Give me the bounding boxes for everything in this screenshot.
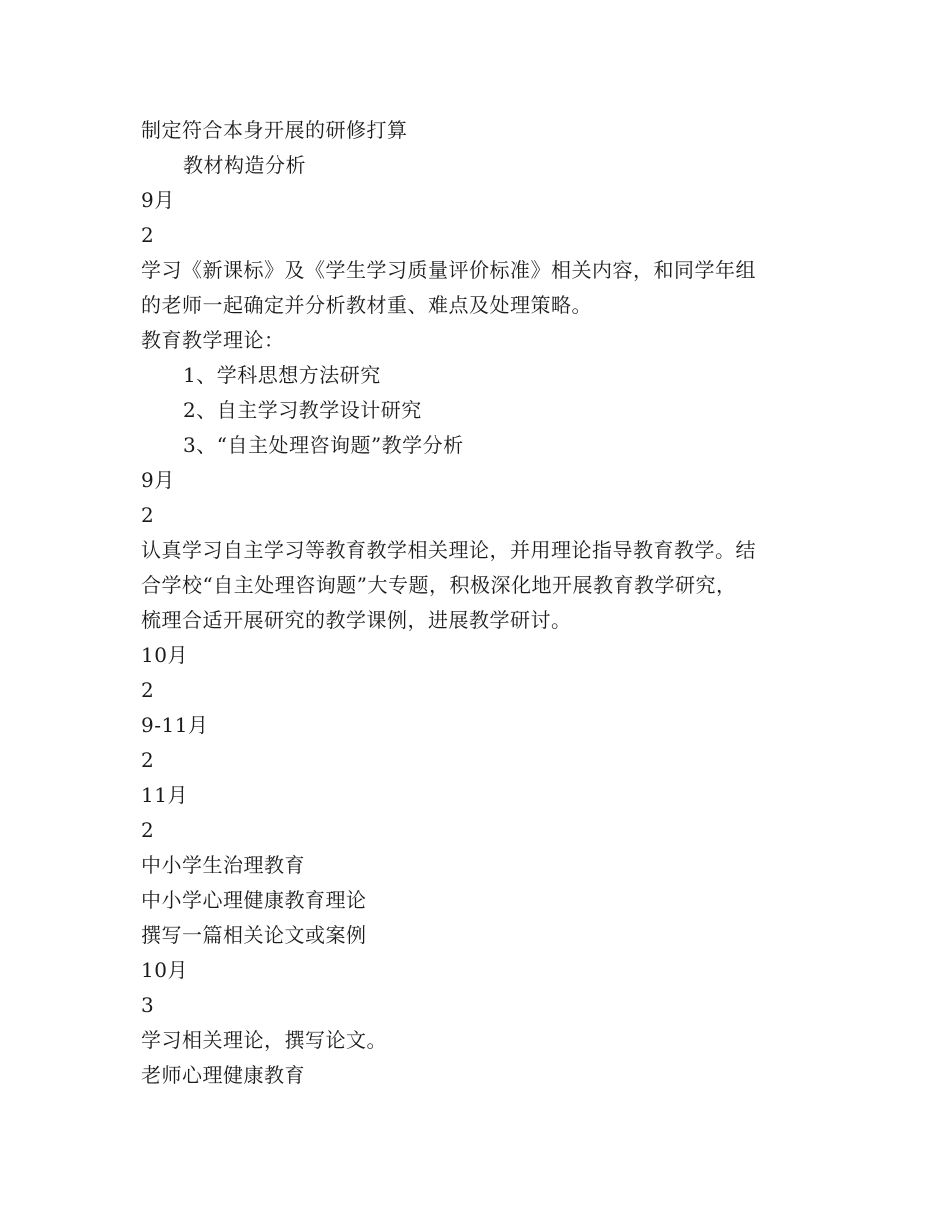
text-line: 中小学生治理教育: [141, 853, 305, 877]
text-line: 2: [141, 503, 155, 527]
text-line: 9月: [141, 188, 175, 212]
text-line: 3、“自主处理咨询题”教学分析: [183, 433, 464, 457]
text-line: 学习相关理论，撰写论文。: [141, 1028, 387, 1052]
text-line: 学习《新课标》及《学生学习质量评价标准》相关内容，和同学年组: [141, 258, 756, 282]
document-body: [141, 113, 821, 1093]
text-line: 2: [141, 678, 155, 702]
text-line: 2: [141, 818, 155, 842]
text-line: 2、自主学习教学设计研究: [183, 398, 422, 422]
text-line: 9月: [141, 468, 175, 492]
text-line: 老师心理健康教育: [141, 1063, 305, 1087]
text-line: 2: [141, 223, 155, 247]
text-line: 教材构造分析: [183, 153, 306, 177]
text-line: 2: [141, 748, 155, 772]
text-line: 梳理合适开展研究的教学课例，进展教学研讨。: [141, 608, 572, 632]
text-line: 11月: [141, 783, 188, 807]
text-line: 3: [141, 993, 155, 1017]
text-line: 1、学科思想方法研究: [183, 363, 381, 387]
text-line: 认真学习自主学习等教育教学相关理论，并用理论指导教育教学。结: [141, 538, 756, 562]
text-line: 10月: [141, 643, 188, 667]
text-line: 教育教学理论：: [141, 328, 285, 352]
text-line: 的老师一起确定并分析教材重、难点及处理策略。: [141, 293, 592, 317]
text-line: 9-11月: [141, 713, 209, 737]
text-line: 10月: [141, 958, 188, 982]
text-line: 中小学心理健康教育理论: [141, 888, 367, 912]
text-line: 撰写一篇相关论文或案例: [141, 923, 367, 947]
text-line: 合学校“自主处理咨询题”大专题，积极深化地开展教育教学研究，: [141, 573, 737, 597]
text-line: 制定符合本身开展的研修打算: [141, 118, 408, 142]
